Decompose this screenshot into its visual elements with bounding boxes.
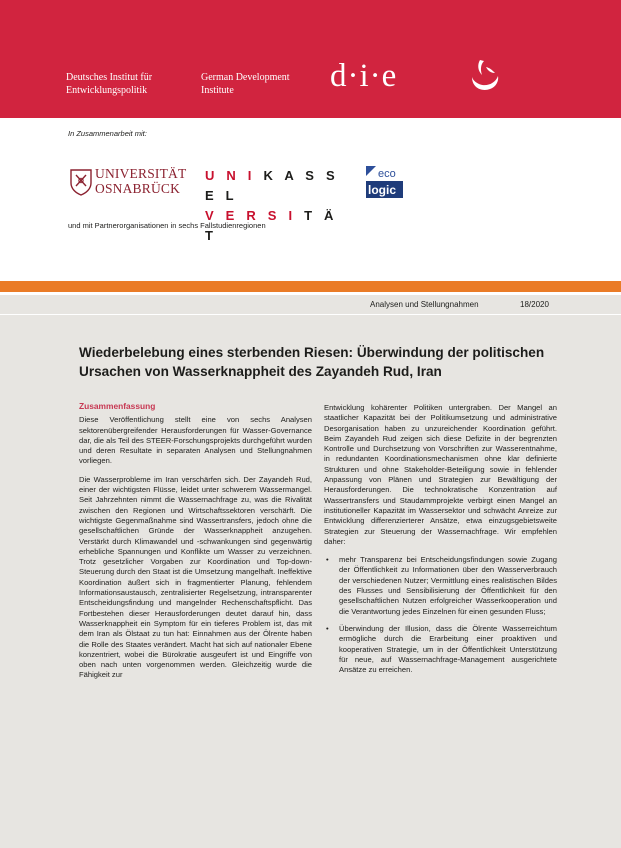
uni-osnabrueck-logo xyxy=(68,164,187,202)
uni-kassel-text-2b: T Ä T xyxy=(205,208,338,243)
ecologic-text-top: eco xyxy=(378,168,396,180)
uni-kassel-text-1b: K A S S E L xyxy=(205,168,339,203)
uni-kassel-logo xyxy=(205,166,340,246)
partner-logos-section xyxy=(0,118,621,281)
orange-stripe xyxy=(0,281,621,292)
text-column-left xyxy=(79,401,312,689)
document-title: Wiederbelebung eines sterbenden Riesen: Überwindung der politischen Ursachen von Wasserknappheit des Zayandeh Rud, Iran xyxy=(79,345,545,379)
uni-osnabrueck-text: UNIVERSITÄT OSNABRÜCK xyxy=(95,166,187,196)
partner-regions-text: und mit Partnerorganisationen in sechs Fallstudienregionen xyxy=(68,221,266,230)
text-column-right xyxy=(324,403,557,682)
uni-kassel-text-2a: V E R S I xyxy=(205,208,297,223)
institute-name-german: Deutsches Institut für Entwicklungspolitik xyxy=(66,72,153,96)
summary-paragraph-1: Diese Veröffentlichung stellt eine von sechs Analysen sektorenübergreifender Herausforderungen für Wasser-Governance dar, die als Teil des STEER-Forschungsprojekts durchgeführt wurden und deren Resultate in separaten Analysen und Stellungnahmen vorliegen. xyxy=(79,415,312,466)
recommendation-text-1: mehr Transparenz bei Entscheidungsfindungen sowie Zugang der Öffentlichkeit zu Informationen über den Wasserverbrauch der verschiedenen Nutzer; Vermittlung eines realistischen Bildes des Flusses und Sensibilisierung der Öffentlichkeit für den gesellschaftlichen Nutzen erfolgreicher Wasserkooperation und die Verantwortung jedes Einzelnen für einen gesunden Fluss; xyxy=(339,555,557,616)
recommendation-text-2: Überwindung der Illusion, dass die Ölrente Wasserreichtum ermögliche durch die Erarbeitung einer proaktiven und kooperativen Strategie, um in der Öffentlichkeit Unterstützung für neue, auf Wassernachfrage-Management ausgerichtete Ansätze zu erreichen. xyxy=(339,623,557,675)
bullet-icon: • xyxy=(326,555,329,565)
die-emblem-icon xyxy=(466,57,502,93)
ecologic-logo xyxy=(364,164,404,200)
uni-kassel-text-1a: U N I xyxy=(205,168,256,183)
cooperation-label: In Zusammenarbeit mit: xyxy=(68,129,147,138)
series-divider xyxy=(0,314,621,315)
series-number: 18/2020 xyxy=(520,300,549,309)
list-item xyxy=(324,555,557,617)
ecologic-text-bottom: logic xyxy=(368,183,397,197)
summary-paragraph-2: Die Wasserprobleme im Iran verschärfen sich. Der Zayandeh Rud, einer der wichtigsten Flüsse, leidet unter schwerem Wassermangel. Seit Jahrzehnten nimmt die Wassernachfrage zu, was die Rivalität zwischen den Regionen und Wirtschaftssektoren verschärft. Die wichtigste Gegenmaßnahme sind Wassertransfers, jedoch ohne die gesellschaftlichen Gründe der Wasserknappheit anzugehen. Verstärkt durch Klimawandel und -schwankungen sind gegenwärtig erhebliche Spannungen und Konflikte um Wasser zu verzeichnen. Trotz gesetzlicher Vorgaben zur Koordination und Top-down-Steuerung durch den Staat ist die Umsetzung mangelhaft. Ineffektive Koordination äußert sich in fragmentierter Planung, fehlendem Informationsaustausch, zentralisierter Regelsetzung, intransparenter Entscheidungsfindung und mangelnder Rechenschaftspflicht. Das Fortbestehen dieser Herausforderungen deutet darauf hin, dass Wasserknappheit ein Symptom für ein tieferes Problem ist, das mit dem Iran als Ölstaat zu tun hat: Einnahmen aus der Ölrente haben die Rolle des Staates verändert. Macht hat sich auf nationaler Ebene konzentriert, wobei die Bürokratie ausgeufert ist und Eingriffe von oben nach unten vorgenommen werden. Gleichzeitig wurde die Fähigkeit zur xyxy=(79,474,312,680)
uni-osnabrueck-seal-icon xyxy=(68,166,94,196)
series-label: Analysen und Stellungnahmen xyxy=(370,300,479,309)
summary-heading: Zusammenfassung xyxy=(79,401,156,411)
recommendation-list xyxy=(324,555,557,675)
die-logo-text: d·i·e xyxy=(330,58,398,94)
white-stripe xyxy=(0,292,621,295)
summary-paragraph-3: Entwicklung kohärenter Politiken untergraben. Der Mangel an staatlicher Kapazität bei der Politikumsetzung und administrative Desorganisation haben zu unzureichender Koordination geführt. Beim Zayandeh Rud zeigen sich diese Defizite in der begrenzten Kontrolle und Durchsetzung von Vorschriften zur Wasserentnahme, in redundanten Koordinationsmechanismen ohne klar definierte Strukturen und ohne Stakeholder-Beteiligung sowie in fehlender Anpassung von Plänen und Strategien zur Bewältigung der Herausforderungen. Die technokratische Konzentration auf Wassertransfers und Staudammprojekte verbirgt einen Mangel an institutioneller Kapazität im Wassersektor und schwächt Anreize zur Entwicklung differenzierterer Ansätze, etwa einzugsgebietsweite Strategien zur Steuerung der Wassernachfrage. Wir empfehlen daher: xyxy=(324,403,557,546)
header-band xyxy=(0,0,621,118)
bullet-icon: • xyxy=(326,623,329,633)
institute-name-english: German Development Institute xyxy=(201,72,290,96)
list-item xyxy=(324,624,557,675)
